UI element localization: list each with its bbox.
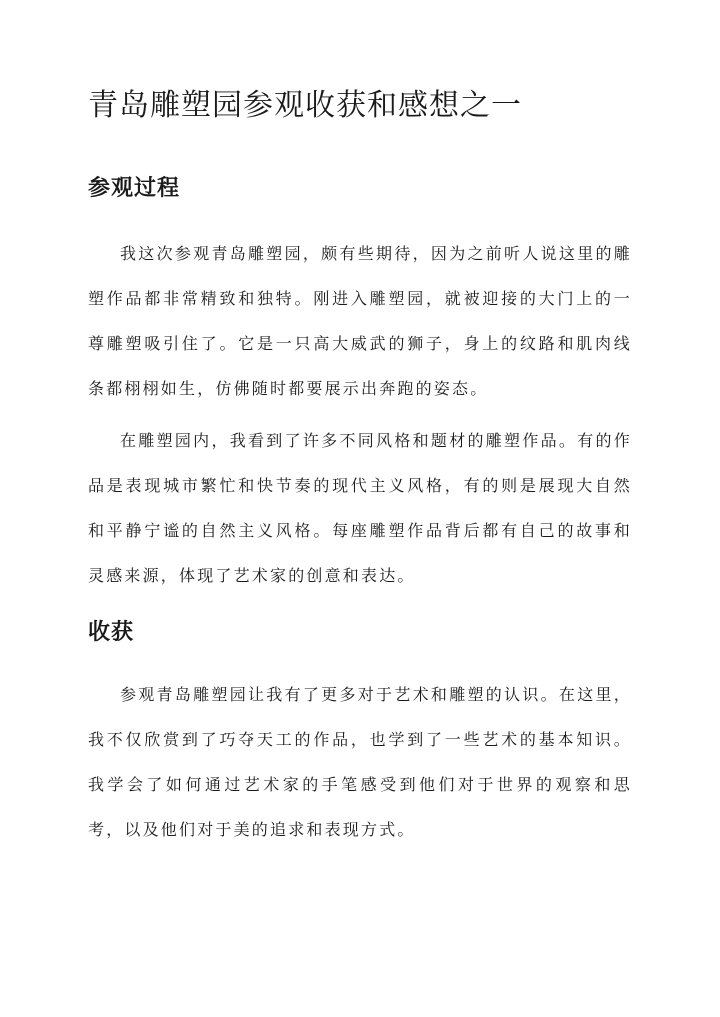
section-heading-visit-process: 参观过程	[88, 175, 181, 201]
paragraph-gains-1: 参观青岛雕塑园让我有了更多对于艺术和雕塑的认识。在这里，我不仅欣赏到了巧夺天工的作品，也学到了一些艺术的基本知识。我学会了如何通过艺术家的手笔感受到他们对于世界的观察和思考，以及他们对于美的追求和表现方式。	[88, 685, 632, 839]
paragraph-visit-process-1: 我这次参观青岛雕塑园，颇有些期待，因为之前听人说这里的雕塑作品都非常精致和独特。刚进入雕塑园，就被迎接的大门上的一尊雕塑吸引住了。它是一只高大威武的狮子，身上的纹路和肌肉线条都栩栩如生，仿佛随时都要展示出奔跑的姿态。	[88, 244, 632, 398]
section-heading-gains: 收获	[88, 619, 135, 645]
paragraph-visit-process-2: 在雕塑园内，我看到了许多不同风格和题材的雕塑作品。有的作品是表现城市繁忙和快节奏的现代主义风格，有的则是展现大自然和平静宁谧的自然主义风格。每座雕塑作品背后都有自己的故事和灵感来源，体现了艺术家的创意和表达。	[88, 431, 632, 585]
document-title: 青岛雕塑园参观收获和感想之一	[88, 88, 522, 123]
